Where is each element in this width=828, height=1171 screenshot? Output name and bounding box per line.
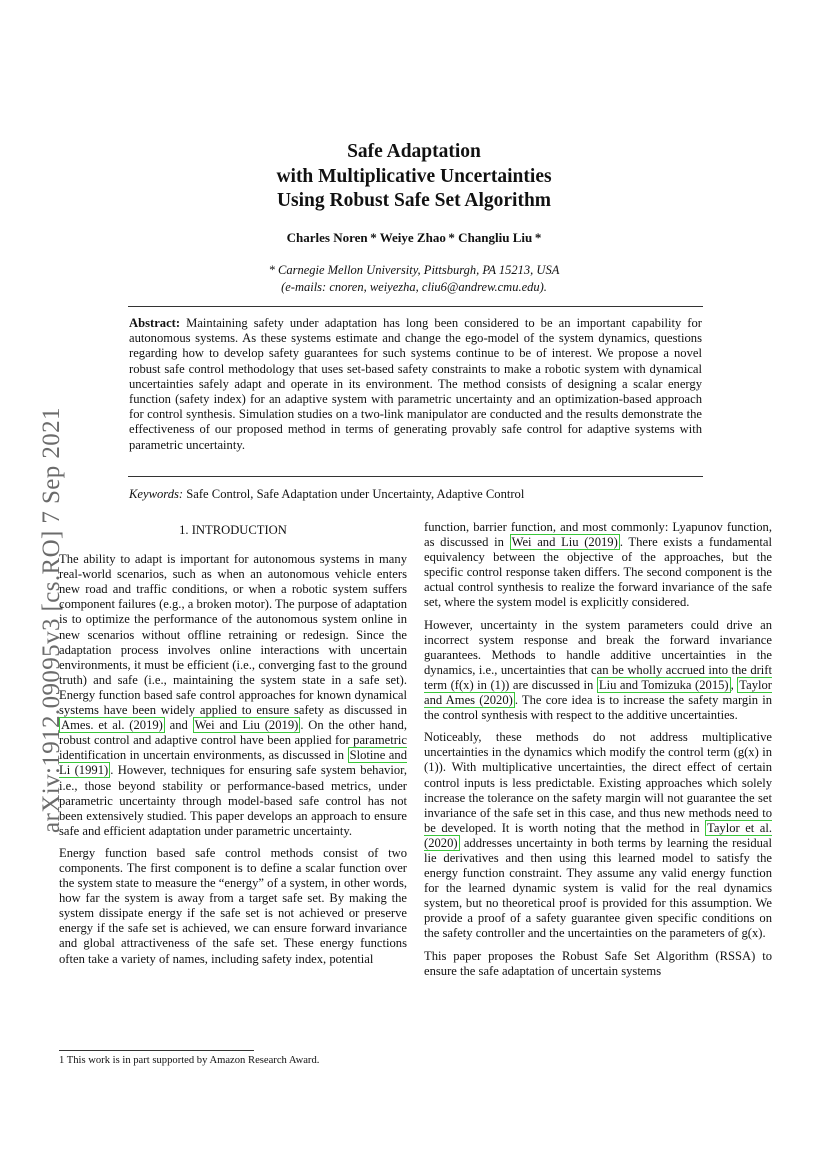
affiliation-emails: (e-mails: cnoren, weiyezha, cliu6@andrew.cmu.edu). bbox=[281, 280, 547, 294]
affiliation-line: * Carnegie Mellon University, Pittsburgh, PA 15213, USA bbox=[268, 263, 560, 277]
citation-link[interactable]: Taylor and Ames (2020) bbox=[424, 677, 772, 708]
paper-title bbox=[0, 140, 828, 214]
intro-paragraph-2: Energy function based safe control methods consist of two components. The first component is to define a scalar function over the system state to measure the “energy” of a system, in other words, how far the system is away from a target safe set. By making the system dissipate energy if the safe set is not achieved or preserve energy if the safe set is achieved, we can ensure forward invariance and global attractiveness of the safe set. These energy functions often take a variety of names, including safety index, potential bbox=[59, 845, 407, 966]
intro-paragraph-4 bbox=[424, 618, 772, 724]
text-run: , bbox=[730, 677, 738, 692]
title-line: with Multiplicative Uncertainties bbox=[276, 165, 552, 187]
intro-paragraph-1 bbox=[59, 552, 407, 839]
affiliation bbox=[0, 262, 828, 296]
abstract-bottom-rule bbox=[128, 476, 703, 477]
footnote: 1 This work is in part supported by Amazon Research Award. bbox=[59, 1055, 320, 1066]
text-run: . The core idea is to increase the safety margin in the control synthesis with respect to the additive uncertainties. bbox=[424, 693, 772, 723]
text-run: Noticeably, these methods do not address multiplicative uncertainties in the dynamics which modify the control term (g(x) in (1)). With multiplicative uncertainties, the direct effect of certain control inputs is less predictable. Existing approaches which solely increase the tolerance on the safety margin will not guarantee the set invariance of the safe set in this case, and thus new methods need to be developed. It is worth noting that the method in bbox=[424, 730, 772, 835]
section-heading: 1. INTRODUCTION bbox=[179, 523, 287, 537]
text-run: function, barrier function, and most commonly: Lyapunov function, as discussed in bbox=[424, 520, 772, 550]
keywords-label: Keywords: bbox=[129, 487, 184, 501]
text-run: addresses uncertainty in both terms by learning the residual lie derivatives and then using this learned model to satisfy the energy function constraint. They assume any valid energy function for the learned dynamic system is valid for the real dynamics system, but no theoretical proof is provided for this assumption. We provide a proof of a safety guarantee given specific conditions on the safety controller and the uncertainties on the parameters of g(x). bbox=[424, 835, 772, 941]
citation-link[interactable]: Taylor et al. (2020) bbox=[424, 820, 772, 850]
text-run: . There exists a fundamental equivalency between the objective of the approaches, but the specific control response taken differs. The second component is the actual control synthesis to realize the forward invariance of the safe set, where the system model is explicitly considered. bbox=[424, 535, 772, 610]
keywords bbox=[129, 487, 702, 502]
abstract-label: Abstract: bbox=[129, 316, 181, 330]
intro-paragraph-3 bbox=[424, 520, 772, 611]
intro-paragraph-6: This paper proposes the Robust Safe Set Algorithm (RSSA) to ensure the safe adaptation of uncertain systems bbox=[424, 948, 772, 978]
text-run: . On the other hand, robust control and adaptive control have been applied for parametric identification in uncertain environments, as discussed in bbox=[59, 718, 407, 763]
abstract-top-rule bbox=[128, 306, 703, 307]
arxiv-identifier: arXiv:1912.09095v3 [cs.RO] 7 Sep 2021 bbox=[38, 407, 65, 833]
text-run: The ability to adapt is important for autonomous systems in many real-world scenarios, such as when an autonomous vehicle enters new road and traffic conditions, or when a robotic system suffers component failures (e.g., a broken motor). The purpose of adaptation is to optimize the performance of the autonomous system online in new scenarios without offline retraining or redesign. Since the adaptation process involves online interactions with uncertain environments, it must be efficient (i.e., converging fast to the ground truth) and safe (i.e., maintaining the system state in a safe set). Energy function based safe control approaches for known dynamical systems have been widely applied to ensure safety as discussed in bbox=[59, 552, 407, 718]
left-column bbox=[59, 520, 407, 974]
author-list: Charles Noren * Weiye Zhao * Changliu Liu * bbox=[286, 230, 542, 245]
intro-paragraph-5 bbox=[424, 730, 772, 941]
title-line: Safe Adaptation bbox=[347, 141, 481, 162]
abstract bbox=[129, 316, 702, 453]
text-run: However, uncertainty in the system parameters could drive an incorrect system response and break the forward invariance guarantees. Methods to handle additive uncertainties in the dynamics, i.e., uncertainties that can be wholly accrued into the drift term (f(x) in (1)) are discussed in bbox=[424, 617, 772, 692]
footnote-rule bbox=[59, 1050, 254, 1051]
title-line: Using Robust Safe Set Algorithm bbox=[276, 190, 552, 211]
citation-link[interactable]: Slotine and Li (1991) bbox=[59, 748, 407, 778]
citation-link[interactable]: Wei and Liu (2019) bbox=[511, 535, 618, 550]
abstract-text: Maintaining safety under adaptation has long been considered to be an important capability for autonomous systems. As these systems estimate and change the ego-model of the system dynamics, questions regarding how to develop safety guarantees for such systems continue to be of interest. We propose a novel robust safe control methodology that uses set-based safety constraints to make a robotic system with dynamical uncertainties safely adapt and operate in its environment. The method consists of designing a scalar energy function (safety index) for an adaptive system with parametric uncertainty and an optimization-based approach for control synthesis. Simulation studies on a two-link manipulator are conducted and the results demonstrate the effectiveness of our proposed method in terms of generating provably safe control for adaptive systems with parametric uncertainty. bbox=[129, 316, 702, 452]
citation-link[interactable]: Wei and Liu (2019) bbox=[194, 718, 299, 733]
citation-link[interactable]: Ames. et al. (2019) bbox=[61, 718, 163, 733]
text-run: . However, techniques for ensuring safe system behavior, i.e., those beyond stability or performance-based metrics, under parametric uncertainty through model-based safe control has not been extensively studied. This paper develops an approach to ensure safe and efficient adaptation under parametric uncertainty. bbox=[59, 763, 407, 838]
right-column bbox=[424, 520, 772, 986]
citation-link[interactable]: Liu and Tomizuka (2015) bbox=[598, 677, 729, 692]
keywords-text: Safe Control, Safe Adaptation under Uncertainty, Adaptive Control bbox=[186, 487, 525, 501]
text-run: and bbox=[164, 718, 193, 733]
